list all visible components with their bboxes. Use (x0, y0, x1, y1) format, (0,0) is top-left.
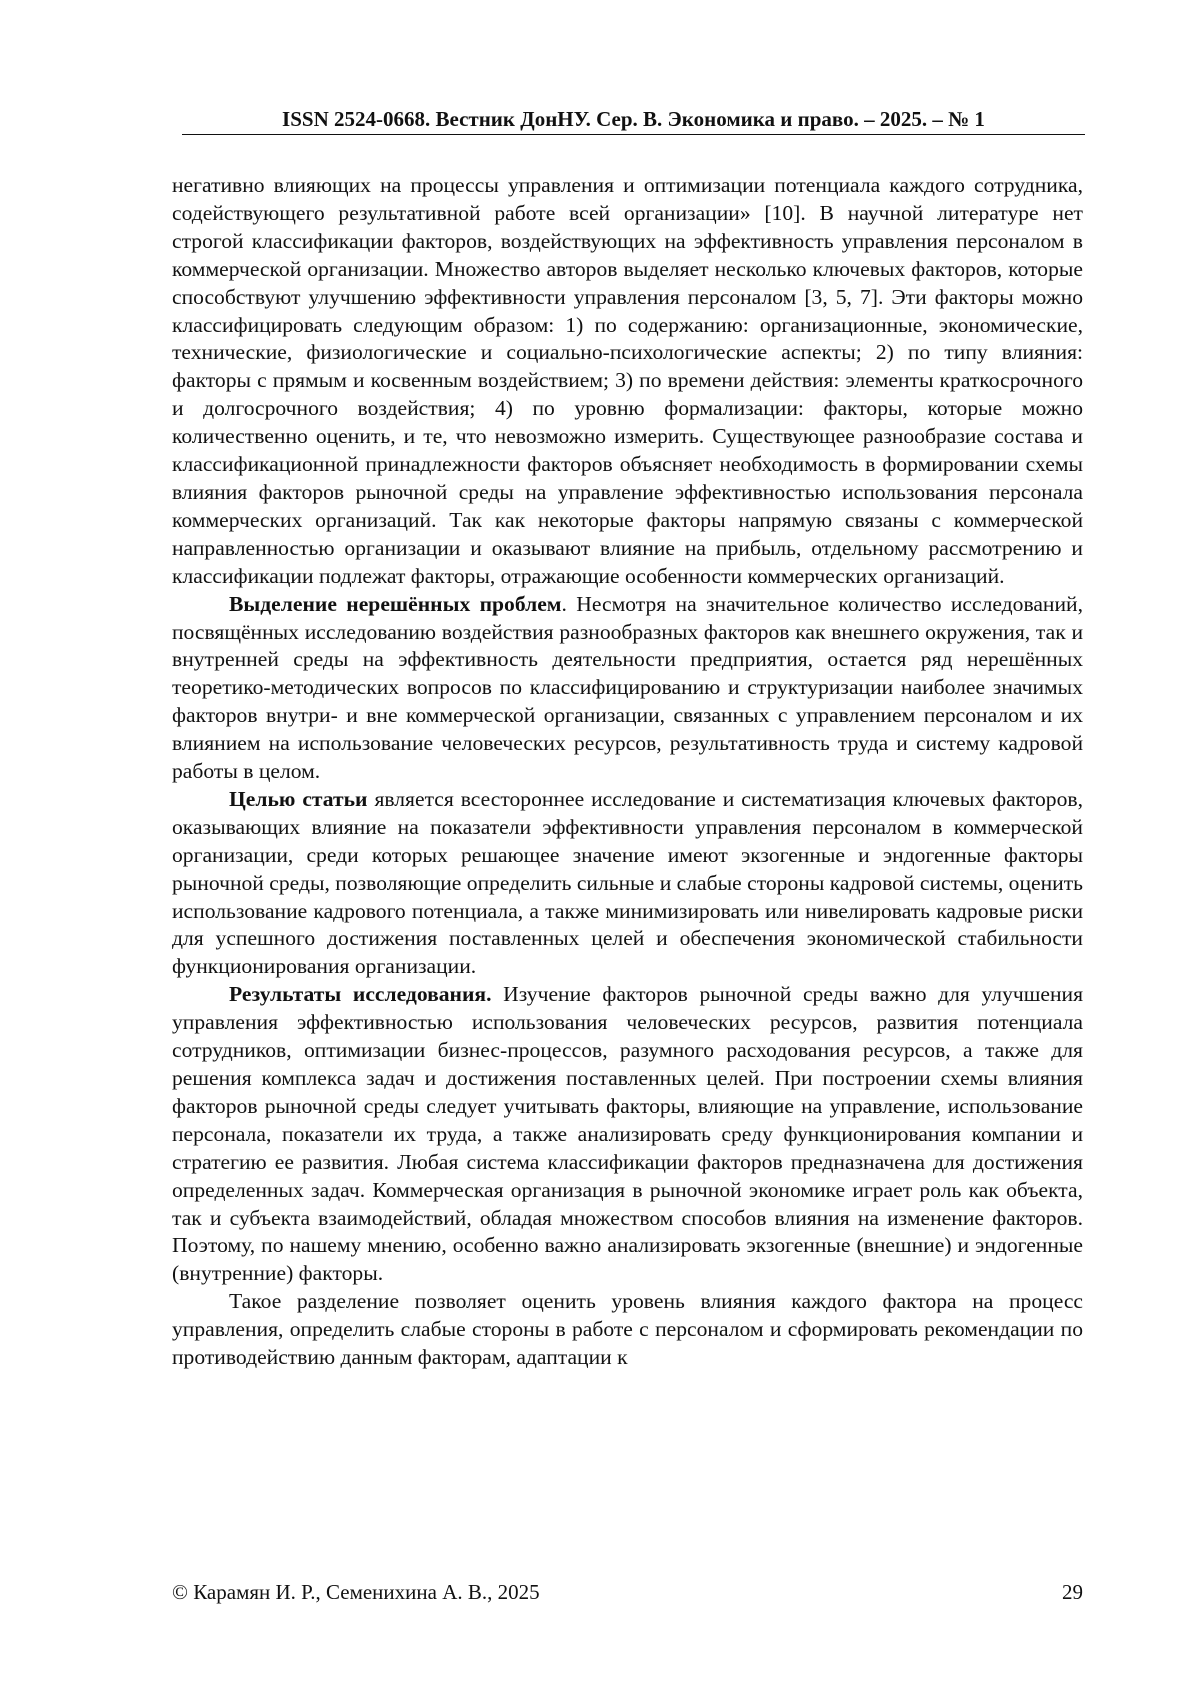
article-body (172, 172, 1083, 1372)
paragraph-research-results (172, 981, 1083, 1288)
paragraph-article-goal (172, 786, 1083, 981)
section-lead: Целью статьи (229, 786, 368, 811)
section-lead: Выделение нерешённых проблем (229, 591, 562, 616)
running-header: ISSN 2524-0668. Вестник ДонНУ. Сер. В. Экономика и право. – 2025. – № 1 (282, 107, 985, 131)
header-rule (182, 134, 1085, 135)
paragraph-unresolved-problems (172, 591, 1083, 786)
paragraph-separation (172, 1288, 1083, 1372)
page-number: 29 (1062, 1580, 1083, 1604)
paragraph-text: Такое разделение позволяет оценить уровень влияния каждого фактора на процесс управления, определить слабые стороны в работе с персоналом и сформировать рекомендации по противодействию данным факторам, адаптации к (172, 1289, 1083, 1370)
copyright-notice: © Карамян И. Р., Семенихина А. В., 2025 (172, 1580, 540, 1604)
paragraph-text: . Несмотря на значительное количество исследований, посвящённых исследованию воздействия разнообразных факторов как внешнего окружения, так и внутренней среды на эффективность деятельности предприятия, остается ряд нерешённых теоретико-методических вопросов по классифицированию и структуризации наиболее значимых факторов внутри- и вне коммерческой организации, связанных с управлением персоналом и их влиянием на использование человеческих ресурсов, результативность труда и систему кадровой работы в целом. (172, 591, 1084, 784)
paragraph-text: является всестороннее исследование и систематизация ключевых факторов, оказывающих влияние на показатели эффективности управления персоналом в коммерческой организации, среди которых решающее значение имеют экзогенные и эндогенные факторы рыночной среды, позволяющие определить сильные и слабые стороны кадровой системы, оценить использование кадрового потенциала, а также минимизировать или нивелировать кадровые риски для успешного достижения поставленных целей и обеспечения экономической стабильности функционирования организации. (172, 786, 1083, 979)
paragraph-continuation (172, 172, 1083, 591)
paragraph-text: негативно влияющих на процессы управления и оптимизации потенциала каждого сотрудника, содействующего результативной работе всей организации» [10]. В научной литературе нет строгой классификации факторов, воздействующих на эффективность управления персоналом в коммерческой организации. Множество авторов выделяет несколько ключевых факторов, которые способствуют улучшению эффективности управления персоналом [3, 5, 7]. Эти факторы можно классифицировать следующим образом: 1) по содержанию: организационные, экономические, технические, физиологические и социально-психологические аспекты; 2) по типу влияния: факторы с прямым и косвенным воздействием; 3) по времени действия: элементы краткосрочного и долгосрочного воздействия; 4) по уровню формализации: факторы, которые можно количественно оценить, и те, что невозможно измерить. Существующее разнообразие состава и классификационной принадлежности факторов объясняет необходимость в формировании схемы влияния факторов рыночной среды на управление эффективностью использования персонала коммерческих организаций. Так как некоторые факторы напрямую связаны с коммерческой направленностью организации и оказывают влияние на прибыль, отдельному рассмотрению и классификации подлежат факторы, отражающие особенности коммерческих организаций. (172, 173, 1083, 588)
paragraph-text: Изучение факторов рыночной среды важно для улучшения управления эффективностью использования человеческих ресурсов, развития потенциала сотрудников, оптимизации бизнес-процессов, разумного расходования ресурсов, а также для решения комплекса задач и достижения поставленных целей. При построении схемы влияния факторов рыночной среды следует учитывать факторы, влияющие на управление, использование персонала, показатели их труда, а также анализировать среду функционирования компании и стратегию ее развития. Любая система классификации факторов предназначена для достижения определенных задач. Коммерческая организация в рыночной экономике играет роль как объекта, так и субъекта взаимодействий, обладая множеством способов влияния на изменение факторов. Поэтому, по нашему мнению, особенно важно анализировать экзогенные (внешние) и эндогенные (внутренние) факторы. (172, 982, 1083, 1286)
section-lead: Результаты исследования. (229, 982, 492, 1007)
